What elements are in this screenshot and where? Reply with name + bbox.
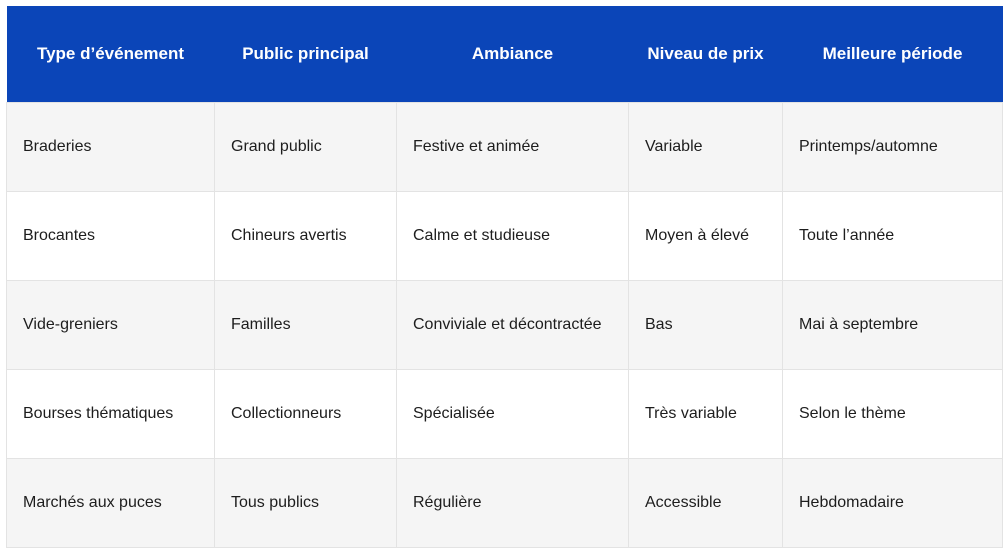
cell-prix: Très variable [629, 370, 783, 459]
cell-type: Bourses thématiques [7, 370, 215, 459]
table-row [7, 281, 1003, 370]
column-header-type: Type d’événement [7, 6, 215, 103]
cell-prix: Accessible [629, 459, 783, 548]
event-types-comparison-table [6, 6, 1003, 548]
cell-ambiance: Spécialisée [397, 370, 629, 459]
column-header-public: Public principal [215, 6, 397, 103]
table-row [7, 103, 1003, 192]
cell-public: Tous publics [215, 459, 397, 548]
cell-periode: Mai à septembre [783, 281, 1003, 370]
column-header-periode: Meilleure période [783, 6, 1003, 103]
cell-periode: Printemps/automne [783, 103, 1003, 192]
cell-ambiance: Régulière [397, 459, 629, 548]
table-header [7, 6, 1003, 103]
cell-prix: Moyen à élevé [629, 192, 783, 281]
cell-prix: Variable [629, 103, 783, 192]
table-row [7, 459, 1003, 548]
cell-periode: Hebdomadaire [783, 459, 1003, 548]
column-header-ambiance: Ambiance [397, 6, 629, 103]
cell-type: Vide-greniers [7, 281, 215, 370]
cell-public: Chineurs avertis [215, 192, 397, 281]
table-row [7, 370, 1003, 459]
cell-type: Braderies [7, 103, 215, 192]
cell-public: Familles [215, 281, 397, 370]
cell-periode: Selon le thème [783, 370, 1003, 459]
cell-periode: Toute l’année [783, 192, 1003, 281]
table-header-row [7, 6, 1003, 103]
cell-public: Grand public [215, 103, 397, 192]
cell-type: Marchés aux puces [7, 459, 215, 548]
cell-ambiance: Conviviale et décontractée [397, 281, 629, 370]
column-header-prix: Niveau de prix [629, 6, 783, 103]
cell-public: Collectionneurs [215, 370, 397, 459]
table-body [7, 103, 1003, 548]
cell-ambiance: Calme et studieuse [397, 192, 629, 281]
cell-ambiance: Festive et animée [397, 103, 629, 192]
cell-type: Brocantes [7, 192, 215, 281]
cell-prix: Bas [629, 281, 783, 370]
table-row [7, 192, 1003, 281]
